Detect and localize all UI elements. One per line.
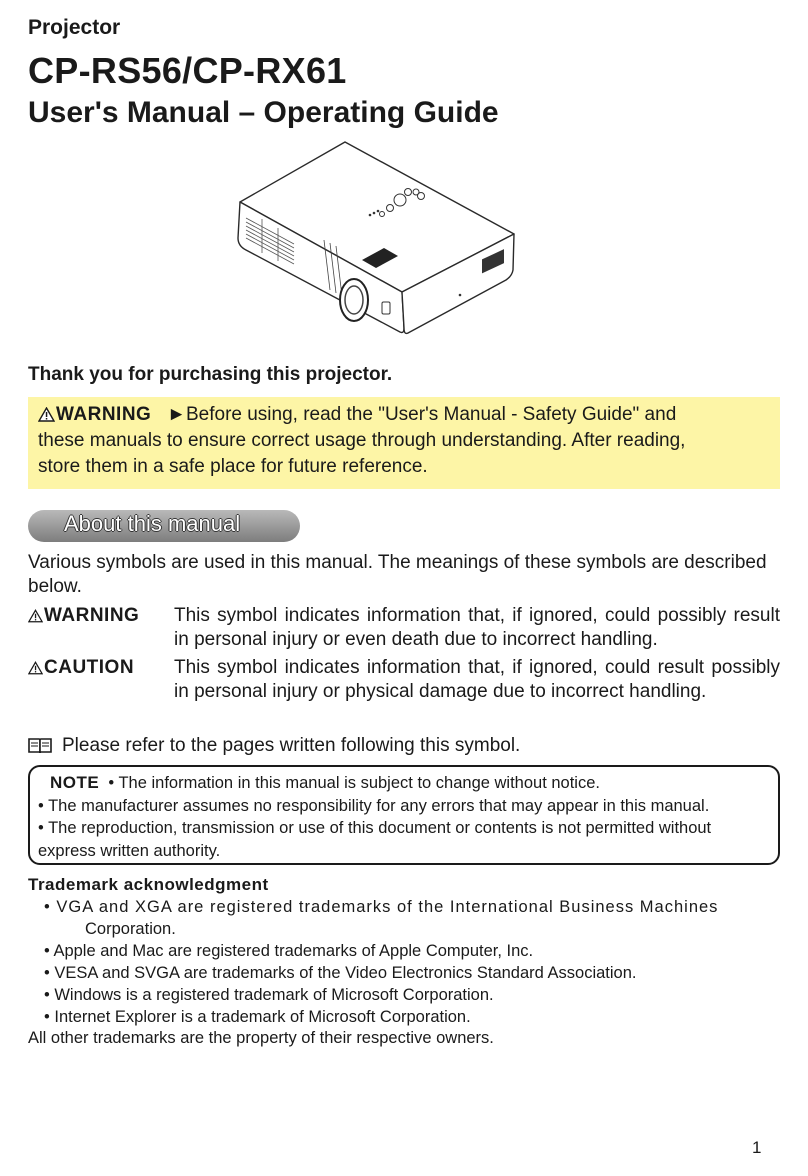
warning-triangle-icon bbox=[38, 407, 55, 422]
projector-illustration bbox=[232, 140, 517, 345]
symbol-row-caution bbox=[28, 656, 780, 728]
section-heading-text: About this manual bbox=[64, 511, 241, 536]
list-item: • Internet Explorer is a trademark of Microsoft Corporation. bbox=[44, 1008, 471, 1026]
caution-triangle-icon bbox=[28, 661, 43, 675]
warning-text-1: Before using, read the "User's Manual - Safety Guide" and bbox=[185, 404, 677, 425]
symbol-description: This symbol indicates information that, if ignored, could possibly result in personal injury or even death due to incorrect handling. bbox=[174, 605, 780, 650]
intro-paragraph: Various symbols are used in this manual. The meanings of these symbols are described below. bbox=[28, 552, 767, 597]
warning-box bbox=[28, 397, 780, 489]
symbol-label: WARNING bbox=[28, 604, 139, 628]
list-item: • Apple and Mac are registered trademarks of Apple Computer, Inc. bbox=[44, 942, 534, 960]
warning-label: WARNING bbox=[56, 404, 152, 425]
manual-title: User's Manual – Operating Guide bbox=[28, 96, 499, 129]
list-item: • Windows is a registered trademark of Microsoft Corporation. bbox=[44, 986, 494, 1004]
trademark-title: Trademark acknowledgment bbox=[28, 875, 269, 894]
reference-row bbox=[28, 734, 520, 758]
note-line-1: NOTE • The information in this manual is subject to change without notice. bbox=[50, 773, 600, 792]
note-line-3: • The reproduction, transmission or use of this document or contents is not permitted without express written authority. bbox=[38, 819, 712, 860]
trademark-footer: All other trademarks are the property of their respective owners. bbox=[28, 1029, 494, 1047]
warning-line-3: store them in a safe place for future reference. bbox=[38, 456, 428, 477]
list-item: • VGA and XGA are registered trademarks of the International Business Machines bbox=[44, 898, 719, 916]
thank-you-line: Thank you for purchasing this projector. bbox=[28, 364, 393, 385]
model-number: CP-RS56/CP-RX61 bbox=[28, 50, 347, 91]
warning-line-1 bbox=[38, 402, 770, 428]
symbol-row-warning bbox=[28, 604, 780, 652]
note-box bbox=[28, 765, 780, 865]
symbol-label: CAUTION bbox=[28, 656, 134, 680]
warning-line-2: these manuals to ensure correct usage through understanding. After reading, bbox=[38, 430, 686, 451]
note-line-2: • The manufacturer assumes no responsibility for any errors that may appear in this manual. bbox=[38, 796, 710, 815]
book-icon bbox=[28, 736, 52, 754]
section-heading bbox=[28, 510, 300, 542]
symbol-description: This symbol indicates information that, if ignored, could result possibly in personal injury or physical damage due to incorrect handling. bbox=[174, 657, 780, 702]
reference-text: Please refer to the pages written following this symbol. bbox=[62, 735, 521, 756]
trademark-list bbox=[28, 896, 780, 1028]
warning-triangle-icon bbox=[28, 609, 43, 623]
page-number: 1 bbox=[752, 1138, 762, 1157]
product-category: Projector bbox=[28, 16, 121, 39]
note-label: NOTE bbox=[50, 773, 100, 792]
list-item: • VESA and SVGA are trademarks of the Video Electronics Standard Association. bbox=[44, 964, 637, 982]
list-item: Corporation. bbox=[85, 920, 176, 938]
arrow-icon: ► bbox=[167, 404, 186, 425]
